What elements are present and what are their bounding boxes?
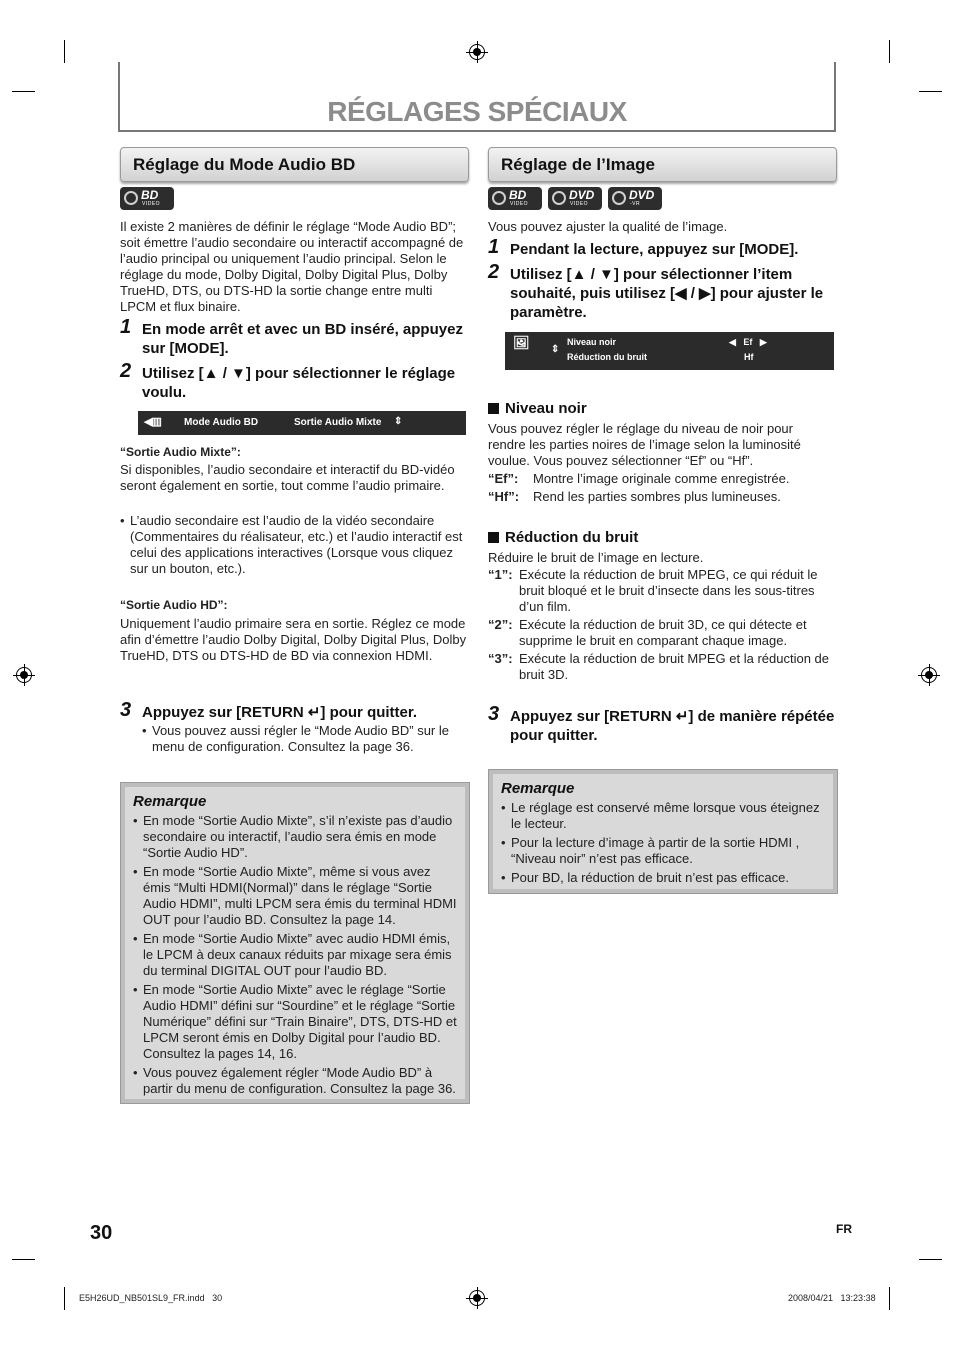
disc-icon: [124, 191, 138, 205]
step3-bullets: [142, 723, 467, 758]
list-item: • Vous pouvez également régler “Mode Audio BD” à partir du menu de configuration. Consultez la page 36.: [133, 1065, 457, 1097]
badge-sublabel: VIDEO: [570, 201, 589, 207]
definition-value: Montre l’image originale comme enregistrée.: [533, 471, 790, 486]
list-item: • En mode “Sortie Audio Mixte” avec le réglage “Sortie Audio HDMI” défini sur “Sourdine” et le réglage “Sortie Numérique” défini sur “Train Binaire”, DTS, DTS-HD et LPCM seront émis en Dolby Digital pour l’audio BD. Consultez la pages 14, 16.: [133, 982, 457, 1062]
step-number: 2: [488, 261, 500, 283]
definition-row: [488, 651, 834, 683]
step-text: Utilisez [▲ / ▼] pour sélectionner l’item souhaité, puis utilisez [◀ / ▶] pour ajuster le paramètre.: [510, 266, 824, 321]
osd-value: Sortie Audio Mixte: [294, 417, 382, 428]
heading-text: Niveau noir: [505, 400, 587, 417]
crop-mark: [889, 40, 890, 63]
crop-mark: [889, 1287, 890, 1310]
note-box-left: [120, 782, 470, 1104]
hd-heading: “Sortie Audio HD”:: [120, 598, 228, 612]
niveau-paragraph: Vous pouvez régler le réglage du niveau de noir pour rendre les parties noires de l’image selon la luminosité voulue. Vous pouvez sélectionner “Ef” ou “Hf”.: [488, 421, 801, 468]
step-text: En mode arrêt et avec un BD inséré, appuyez sur [MODE].: [142, 321, 463, 357]
hd-paragraph: Uniquement l’audio primaire sera en sortie. Réglez ce mode afin d’émettre l’audio Dolby Digital, Dolby Digital Plus, Dolby TrueHD, DTS ou DTS-HD de BD via connexion HDMI.: [120, 616, 467, 663]
badge-label: BD: [141, 188, 159, 202]
updown-arrows-icon: ⇕: [551, 344, 560, 355]
badge-label: BD: [509, 188, 527, 202]
heading-text: Réduction du bruit: [505, 529, 639, 546]
list-item: • Pour BD, la réduction de bruit n’est pas efficace.: [501, 870, 825, 886]
definition-key: “Hf”:: [488, 489, 520, 504]
badge-label: DVD: [629, 188, 655, 202]
dvd-video-badge: [548, 187, 602, 210]
bruit-heading: [488, 529, 638, 546]
dvd-vr-badge: [608, 187, 662, 210]
definition-key: “2”:: [488, 617, 513, 632]
niveau-definitions: [488, 471, 833, 507]
step-1: [120, 316, 467, 358]
section-heading-audio-bd: Réglage du Mode Audio BD: [120, 147, 469, 182]
osd-row-label: Niveau noir: [567, 337, 617, 347]
square-bullet-icon: [488, 403, 499, 414]
crop-mark: [12, 1259, 35, 1260]
definition-key: “1”:: [488, 567, 513, 582]
speaker-icon: ◀▥: [144, 416, 161, 428]
definition-value: Exécute la réduction de bruit MPEG et la réduction de bruit 3D.: [519, 651, 830, 682]
intro-paragraph: Il existe 2 manières de définir le réglage “Mode Audio BD”; soit émettre l’audio secondaire ou interactif accompagné de l’audio principal ou uniquement l’audio principal. Selon le réglage du mode, Dolby Digital, Dolby Digital Plus, Dolby TrueHD, DTS, ou DTS-HD la sortie change entre multi LPCM et flux binaire.: [120, 219, 464, 314]
list-item: • Pour la lecture d’image à partir de la sortie HDMI , “Niveau noir” n’est pas efficace.: [501, 835, 825, 867]
step-number: 1: [120, 316, 132, 338]
note-list: [133, 813, 457, 1097]
section-heading-image: Réglage de l’Image: [488, 147, 837, 182]
step-number: 3: [120, 699, 132, 721]
step-1: [488, 236, 835, 259]
definition-key: “3”:: [488, 651, 513, 666]
step-3: [488, 703, 835, 745]
note-title: Remarque: [133, 793, 207, 810]
note-list: [501, 800, 825, 886]
note-box-right: [488, 769, 838, 894]
definition-row: [488, 567, 834, 615]
badge-sublabel: -VR: [630, 201, 641, 207]
page-title: RÉGLAGES SPÉCIAUX: [327, 96, 627, 127]
footer-datetime: 2008/04/21 13:23:38: [788, 1293, 876, 1303]
registration-mark-icon: [921, 667, 937, 683]
definition-value: Exécute la réduction de bruit MPEG, ce qui réduit le bruit bloqué et le bruit d’insecte dans les sous-titres d’un film.: [519, 567, 818, 614]
disc-icon: [612, 191, 626, 205]
osd-row-value: ◀ Ef ▶: [729, 337, 767, 347]
footer-filename: E5H26UD_NB501SL9_FR.indd 30: [79, 1293, 223, 1303]
step-text: Utilisez [▲ / ▼] pour sélectionner le réglage voulu.: [142, 365, 456, 401]
badge-label: DVD: [569, 188, 595, 202]
list-item: • Le réglage est conservé même lorsque vous éteignez le lecteur.: [501, 800, 825, 832]
crop-mark: [64, 40, 65, 63]
step-2: [488, 261, 835, 322]
step-number: 1: [488, 236, 500, 258]
crop-mark: [919, 1259, 942, 1260]
step-number: 3: [488, 703, 500, 725]
definition-row: [488, 471, 833, 487]
registration-mark-icon: [469, 1290, 485, 1306]
osd-label: Mode Audio BD: [184, 417, 259, 428]
bd-video-badge: [488, 187, 542, 210]
disc-icon: [552, 191, 566, 205]
crop-mark: [64, 1287, 65, 1310]
language-label: FR: [836, 1222, 852, 1236]
step-2: [120, 360, 467, 402]
page-number: 30: [90, 1222, 113, 1244]
list-item: • En mode “Sortie Audio Mixte”, même si vous avez émis “Multi HDMI(Normal)” dans le réglage “Sortie Audio HDMI”, multi LPCM sera émis du terminal HDMI OUT pour l’audio BD. Consultez la page 14.: [133, 864, 457, 928]
registration-mark-icon: [469, 44, 485, 60]
step-text: Pendant la lecture, appuyez sur [MODE].: [510, 241, 799, 258]
title-frame: [118, 62, 836, 132]
step-text: Appuyez sur [RETURN ↵] pour quitter.: [142, 704, 418, 721]
definition-value: Rend les parties sombres plus lumineuses.: [533, 489, 781, 504]
definition-row: [488, 617, 834, 649]
mixte-paragraph: Si disponibles, l’audio secondaire et interactif du BD-vidéo seront également en sortie, tout comme l’audio primaire.: [120, 462, 455, 493]
definition-row: [488, 489, 833, 505]
bruit-paragraph: Réduire le bruit de l’image en lecture.: [488, 550, 704, 565]
registration-mark-icon: [16, 667, 32, 683]
square-bullet-icon: [488, 532, 499, 543]
intro-paragraph: Vous pouvez ajuster la qualité de l’image.: [488, 219, 728, 234]
osd-row-label: Réduction du bruit: [567, 352, 647, 362]
step-text: Appuyez sur [RETURN ↵] de manière répétée pour quitter.: [510, 708, 835, 744]
definition-key: “Ef”:: [488, 471, 519, 486]
mixte-heading: “Sortie Audio Mixte”:: [120, 445, 241, 459]
mixte-bullets: [120, 513, 465, 580]
disc-icon: [492, 191, 506, 205]
badge-sublabel: VIDEO: [510, 201, 529, 207]
badge-sublabel: VIDEO: [142, 201, 161, 207]
list-item: • En mode “Sortie Audio Mixte” avec audio HDMI émis, le LPCM à deux canaux réduits par mixage sera émis du terminal DIGITAL OUT pour l’audio BD.: [133, 931, 457, 979]
niveau-heading: [488, 400, 587, 417]
osd-bar-mode-audio: [138, 411, 466, 435]
step-number: 2: [120, 360, 132, 382]
picture-icon: 🖼: [513, 335, 530, 350]
list-item: • En mode “Sortie Audio Mixte”, s’il n’existe pas d’audio secondaire ou interactif, l’audio sera émis en mode “Sortie Audio HD”.: [133, 813, 457, 861]
note-title: Remarque: [501, 780, 575, 797]
crop-mark: [12, 91, 35, 92]
list-item: • L’audio secondaire est l’audio de la vidéo secondaire (Commentaires du réalisateur, etc.) et l’audio interactif est celui des applications interactives (Lorsque vous cliquez sur un bouton, etc.).: [120, 513, 465, 577]
osd-row-value: Hf: [744, 352, 754, 362]
bruit-definitions: [488, 567, 834, 685]
updown-arrows-icon: ⇕: [394, 416, 403, 427]
bd-video-badge: [120, 187, 174, 210]
osd-image-settings: [505, 332, 834, 370]
definition-value: Exécute la réduction de bruit 3D, ce qui détecte et supprime le bruit en comparant chaque image.: [519, 617, 807, 648]
crop-mark: [919, 91, 942, 92]
list-item: • Vous pouvez aussi régler le “Mode Audio BD” sur le menu de configuration. Consultez la page 36.: [142, 723, 467, 755]
step-3: [120, 699, 467, 722]
